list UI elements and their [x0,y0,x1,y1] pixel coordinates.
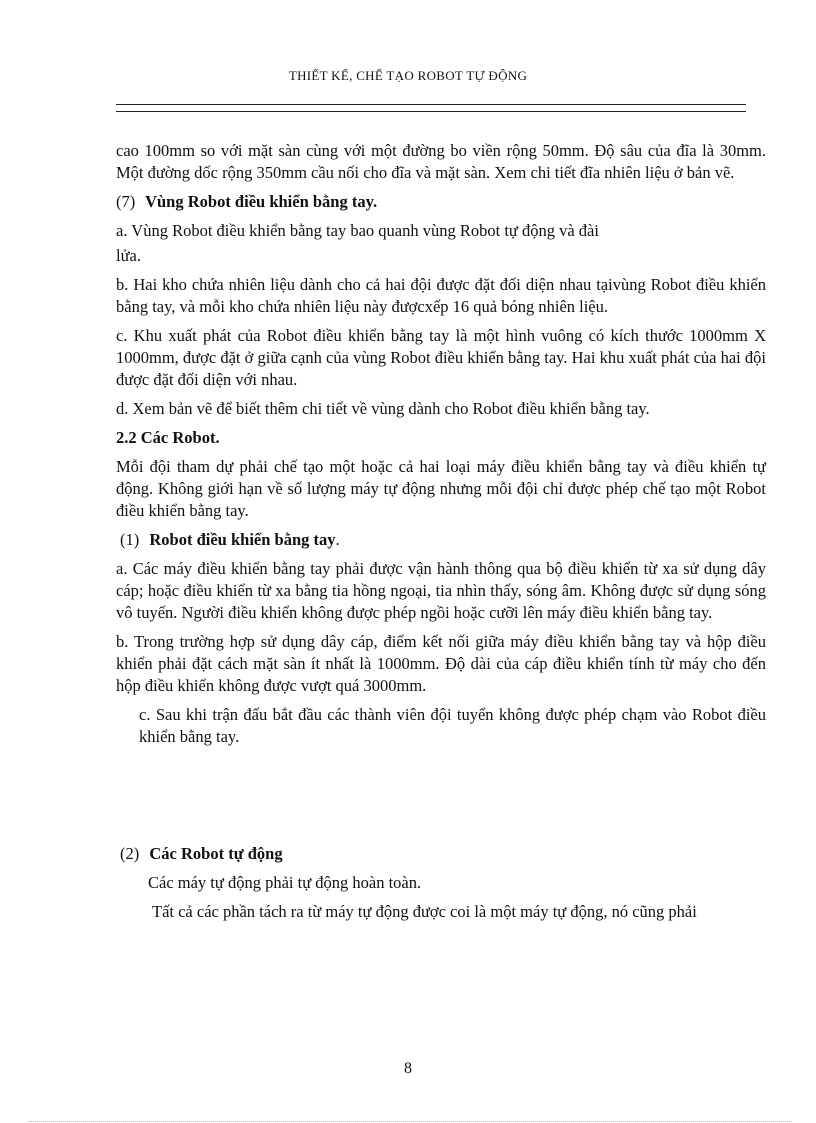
paragraph: c. Sau khi trận đấu bắt đầu các thành viên đội tuyển không được phép chạm vào Robot điều khiển bằng tay. [139,705,766,746]
blank-space [116,755,766,843]
paragraph: d. Xem bản vẽ để biết thêm chi tiết về vùng dành cho Robot điều khiển bằng tay. [116,399,650,418]
section-title: Robot điều khiển bằng tay [149,530,336,549]
paragraph: Mỗi đội tham dự phải chế tạo một hoặc cả hai loại máy điều khiển bằng tay và điều khiển tự động. Không giới hạn về số lượng máy tự động nhưng mỗi đội chỉ được phép chế tạo một Robot điều khiển bằng tay. [116,457,766,520]
paragraph: cao 100mm so với mặt sàn cùng với một đường bo viền rộng 50mm. Độ sâu của đĩa là 30mm. Một đường dốc rộng 350mm cầu nối cho đĩa và mặt sàn. Xem chi tiết đĩa nhiên liệu ở bản vẽ. [116,141,766,182]
paragraph: a. Vùng Robot điều khiển bằng tay bao quanh vùng Robot tự động và đài [116,221,599,240]
paragraph: lửa. [116,246,141,265]
paragraph: b. Hai kho chứa nhiên liệu dành cho cả hai đội được đặt đối diện nhau tạivùng Robot điều khiển bằng tay, và mỗi kho chứa nhiên liệu này đượcxếp 16 quả bóng nhiên liệu. [116,275,766,316]
paragraph: a. Các máy điều khiển bằng tay phải được vận hành thông qua bộ điều khiển từ xa sử dụng dây cáp; hoặc điều khiển từ xa bằng tia hồng ngoại, tia nhìn thấy, sóng âm. Không được sử dụng sóng vô tuyến. Người điều khiển không được phép ngồi hoặc cưỡi lên máy điều khiển bằng tay. [116,559,766,622]
running-header: THIẾT KẾ, CHẾ TẠO ROBOT TỰ ĐỘNG [288,68,528,83]
header-double-rule [116,104,746,112]
section-title-tail: . [335,530,340,549]
paragraph: Tất cả các phần tách ra từ máy tự động được coi là một máy tự động, nó cũng phải [152,902,697,921]
paragraph: Các máy tự động phải tự động hoàn toàn. [148,873,422,892]
section-number: (7) [116,192,136,211]
section-number: (2) [120,844,140,863]
section-heading-1 [116,529,766,551]
paragraph: c. Khu xuất phát của Robot điều khiển bằng tay là một hình vuông có kích thước 1000mm X 1000mm, được đặt ở giữa cạnh của vùng Robot điều khiển bằng tay. Hai khu xuất phát của hai đội được đặt đối diện với nhau. [116,326,766,389]
section-heading-2 [116,843,766,865]
section-number: (1) [120,530,140,549]
section-title: Vùng Robot điều khiển bằng tay. [145,192,378,211]
section-heading-2-2: 2.2 Các Robot. [116,428,220,447]
paragraph: b. Trong trường hợp sử dụng dây cáp, điểm kết nối giữa máy điều khiển bằng tay và hộp điều khiển phải đặt cách mặt sàn ít nhất là 1000mm. Độ dài của cáp điều khiển tính từ máy cho đến hộp điều khiển không được vượt quá 3000mm. [116,632,766,695]
section-heading-7 [116,191,766,213]
page-bottom-border [28,1121,792,1122]
page-number: 8 [404,1060,412,1077]
section-title: Các Robot tự động [149,844,283,863]
page-content [116,140,766,930]
